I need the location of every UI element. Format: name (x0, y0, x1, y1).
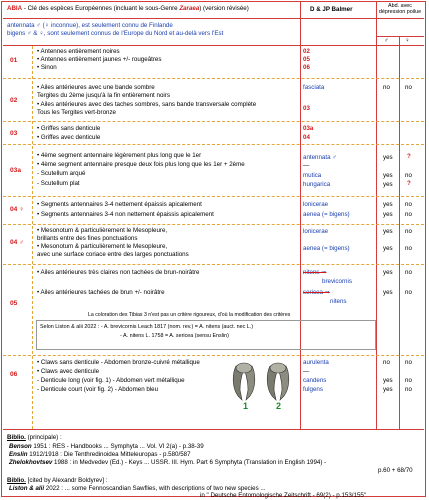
species-name: brevicornis (322, 278, 352, 285)
abd-female: no (405, 377, 412, 384)
abd-male: no (383, 84, 390, 91)
abd-female: no (405, 245, 412, 252)
row-id: 03a (10, 167, 22, 174)
title-text: - Clé des espèces Européennes (incluant le sous-Genre (22, 5, 180, 12)
abd-female: no (405, 211, 412, 218)
biblio-entry-continued: p.60 + 68/70 (378, 467, 413, 474)
species-name: lonicerae (303, 228, 329, 235)
row-id: 02 (10, 97, 18, 104)
couplet-line: • Claws avec denticule (37, 368, 100, 375)
divider (376, 36, 424, 37)
species-name-struck: sericea ⇒ (303, 289, 330, 296)
biblio-author: Liston & alii (9, 485, 45, 492)
genus-name: ABIA (7, 5, 23, 12)
species-name: antennata ♂ (303, 154, 337, 161)
fig-label-1: 1 (243, 401, 249, 411)
couplet-line: • Griffes avec denticule (37, 134, 101, 141)
fig-label-2: 2 (276, 401, 282, 411)
biblio-entry (9, 451, 191, 458)
target-link[interactable]: 06 (303, 64, 310, 71)
abd-female: no (405, 269, 412, 276)
authors: D & JP Balmer (310, 6, 353, 13)
biblio-text: 1912/1918 : Die Tenthredinoidea Mitteleuropas - p.580/587 (27, 451, 191, 458)
abd-female: ? (407, 180, 411, 187)
biblio-heading (7, 434, 62, 441)
divider (3, 355, 424, 356)
row-id: 03 (10, 130, 18, 137)
sex-male-header: ♂ (384, 37, 389, 44)
target-link[interactable]: 03 (303, 105, 310, 112)
divider (3, 196, 424, 197)
couplet-line: • 4ème segment antennaire légèrement plus long que le 1er (37, 152, 202, 159)
divider (3, 144, 424, 145)
biblio-author: Zhelokhovtsev (9, 459, 53, 466)
couplet-line: - Scutellum arqué (37, 170, 86, 177)
target-link[interactable]: 05 (303, 56, 310, 63)
claw-figures (228, 360, 298, 412)
abd-female: no (405, 359, 412, 366)
abd-male: no (383, 359, 390, 366)
abd-male: yes (383, 181, 393, 188)
species-name: mutica (303, 172, 322, 179)
couplet-line: avec une surface coriace entre des larges ponctuations (37, 251, 189, 258)
note-bigens: bigens ♂ & ♀, sont seulement connus de l'Europe du Nord et au-delà vers l'Est (7, 30, 224, 37)
divider (3, 224, 424, 225)
title-suffix: ) (version révisée) (199, 5, 249, 12)
row-id: 04 ♀ (10, 206, 25, 213)
divider (3, 121, 424, 122)
species-name: aurulenta (303, 359, 329, 366)
divider (3, 45, 424, 46)
abd-male: yes (383, 211, 393, 218)
abd-female: no (405, 386, 412, 393)
couplet-line: • Segments antennaires 3-4 nettement épaissis apicalement (37, 201, 202, 208)
abd-male: yes (383, 228, 393, 235)
abd-female: no (405, 201, 412, 208)
col-divider-abd (376, 2, 377, 429)
sex-female-header: ♀ (405, 37, 410, 44)
synonymy-line-1: Selon Liston & alii 2022 : - A. brevicornis Leach 1817 (nom. rev.) = A. nitens (auct. nec L.) (40, 324, 254, 330)
target-link[interactable]: 02 (303, 48, 310, 55)
biblio-text: 1951 : RES - Handbooks ... Symphyta ... Vol. VI 2(a) - p.38-39 (31, 443, 204, 450)
species-name: hungarica (303, 181, 331, 188)
abd-male: yes (383, 154, 393, 161)
subgenus-name: Zaraea (179, 5, 200, 12)
species-name-struck: nitens ⇒ (303, 269, 327, 276)
couplet-line: • Ailes antérieures avec des taches sombres, sans bande transversale complète (37, 101, 257, 108)
dash: — (303, 162, 310, 169)
divider (3, 264, 424, 265)
abd-female: no (405, 289, 412, 296)
abd-male: yes (383, 269, 393, 276)
couplet-line: - Denticule court (voir fig. 2) - Abdomen bleu (37, 386, 159, 393)
biblio-entry (9, 443, 204, 450)
couplet-line: • Mesonotum & particulièrement le Mesopleure, (37, 243, 168, 250)
col-divider-sex (399, 36, 400, 429)
couplet-line: • Sinon (37, 64, 57, 71)
biblio-title-suffix: (principale) : (25, 434, 62, 441)
species-name: aenea (= bigens) (303, 211, 350, 218)
couplet-line: • Ailes antérieures tachées de brun +/- noirâtre (37, 289, 165, 296)
page-title (7, 5, 249, 12)
species-name: fasciata (303, 84, 325, 91)
couplet-line: • Antennes entièrement noires (37, 48, 120, 55)
biblio-heading-2 (7, 477, 107, 484)
couplet-line: • 4ème segment antennaire presque deux fois plus long que les 1er + 2ème (37, 161, 245, 168)
couplet-line: • Segments antennaires 3-4 non nettement épaissis apicalement (37, 211, 214, 218)
biblio-entry-continued: in " Deutsche Entomologische Zeitschrift - 69(2) - p.153/155" (200, 492, 367, 499)
couplet-line: • Griffes sans denticule (37, 125, 101, 132)
claw-figure-2 (267, 363, 289, 400)
couplet-line: brillants entre des fines ponctuations (37, 235, 138, 242)
row-id: 04 ♂ (10, 239, 25, 246)
couplet-line: • Mesonotum & particulièrement le Mesopleure, (37, 227, 168, 234)
abd-male: yes (383, 386, 393, 393)
row-id: 05 (10, 300, 18, 307)
couplet-line: Tergites du 2ème jusqu'à la fin entièrement noirs (37, 92, 170, 99)
couplet-line: Tous les Tergites vert-bronze (37, 109, 116, 116)
biblio-title: Biblio. (7, 434, 26, 441)
abd-male: yes (383, 172, 393, 179)
biblio-entry (9, 459, 326, 466)
abd-male: yes (383, 245, 393, 252)
divider (3, 18, 424, 19)
col-divider-ids (32, 46, 33, 429)
abd-female: no (405, 172, 412, 179)
criteria-note: La coloration des Tibias 3 n'est pas un critère rigoureux, d'où la modification des critères (88, 312, 291, 318)
target-link[interactable]: 03a (303, 125, 314, 132)
species-name: candens (303, 377, 327, 384)
divider (3, 429, 424, 430)
species-name: aenea (= bigens) (303, 245, 350, 252)
couplet-line: - Denticule long (voir fig. 1) - Abdomen vert métallique (37, 377, 185, 384)
couplet-line: • Ailes antérieures avec une bande sombre (37, 84, 155, 91)
biblio-author: Benson (9, 443, 32, 450)
abd-male: yes (383, 201, 393, 208)
abd-female: ? (407, 153, 411, 160)
species-name: lonicerae (303, 201, 329, 208)
species-name: nitens (330, 298, 347, 305)
biblio-text: 2022 : ... some Fennoscandian Sawflies, with descriptions of two new species ... (44, 485, 266, 492)
note-antennata: antennata ♂ (♀ inconnue), est seulement connu de Finlande (7, 22, 173, 29)
dash: — (303, 368, 310, 375)
biblio-title: Biblio. (7, 477, 26, 484)
biblio-title-suffix: [cited by Alexandr Boldyrev] : (25, 477, 108, 484)
target-link[interactable]: 04 (303, 134, 310, 141)
abd-male: yes (383, 289, 393, 296)
couplet-line: • Antennes entièrement jaunes +/- rougeâtres (37, 56, 162, 63)
couplet-line: - Scutellum plat (37, 180, 80, 187)
abd-female: no (405, 84, 412, 91)
biblio-text: 1988 : in Medvedev (Ed.) - Keys ... USSR. III. Hym. Part 6 Symphyta (Translation in English 1994) - (52, 459, 327, 466)
couplet-line: • Ailes antérieures très claires non tachées de brun-noirâtre (37, 269, 200, 276)
synonymy-line-2: - A. nitens L. 1758 = A. sericea (sensu Enslin) (120, 333, 229, 339)
species-name: fulgens (303, 386, 323, 393)
divider (3, 78, 424, 79)
claw-figure-1 (233, 363, 255, 400)
abd-column-header: Abd. avec dépression poilue (378, 3, 422, 16)
abd-female: no (405, 228, 412, 235)
row-id: 06 (10, 371, 18, 378)
biblio-author: Enslin (9, 451, 28, 458)
col-divider-targets (300, 2, 301, 429)
couplet-line: • Claws sans denticule - Abdomen bronze-cuivré métallique (37, 359, 200, 366)
abd-male: yes (383, 377, 393, 384)
row-id: 01 (10, 57, 18, 64)
